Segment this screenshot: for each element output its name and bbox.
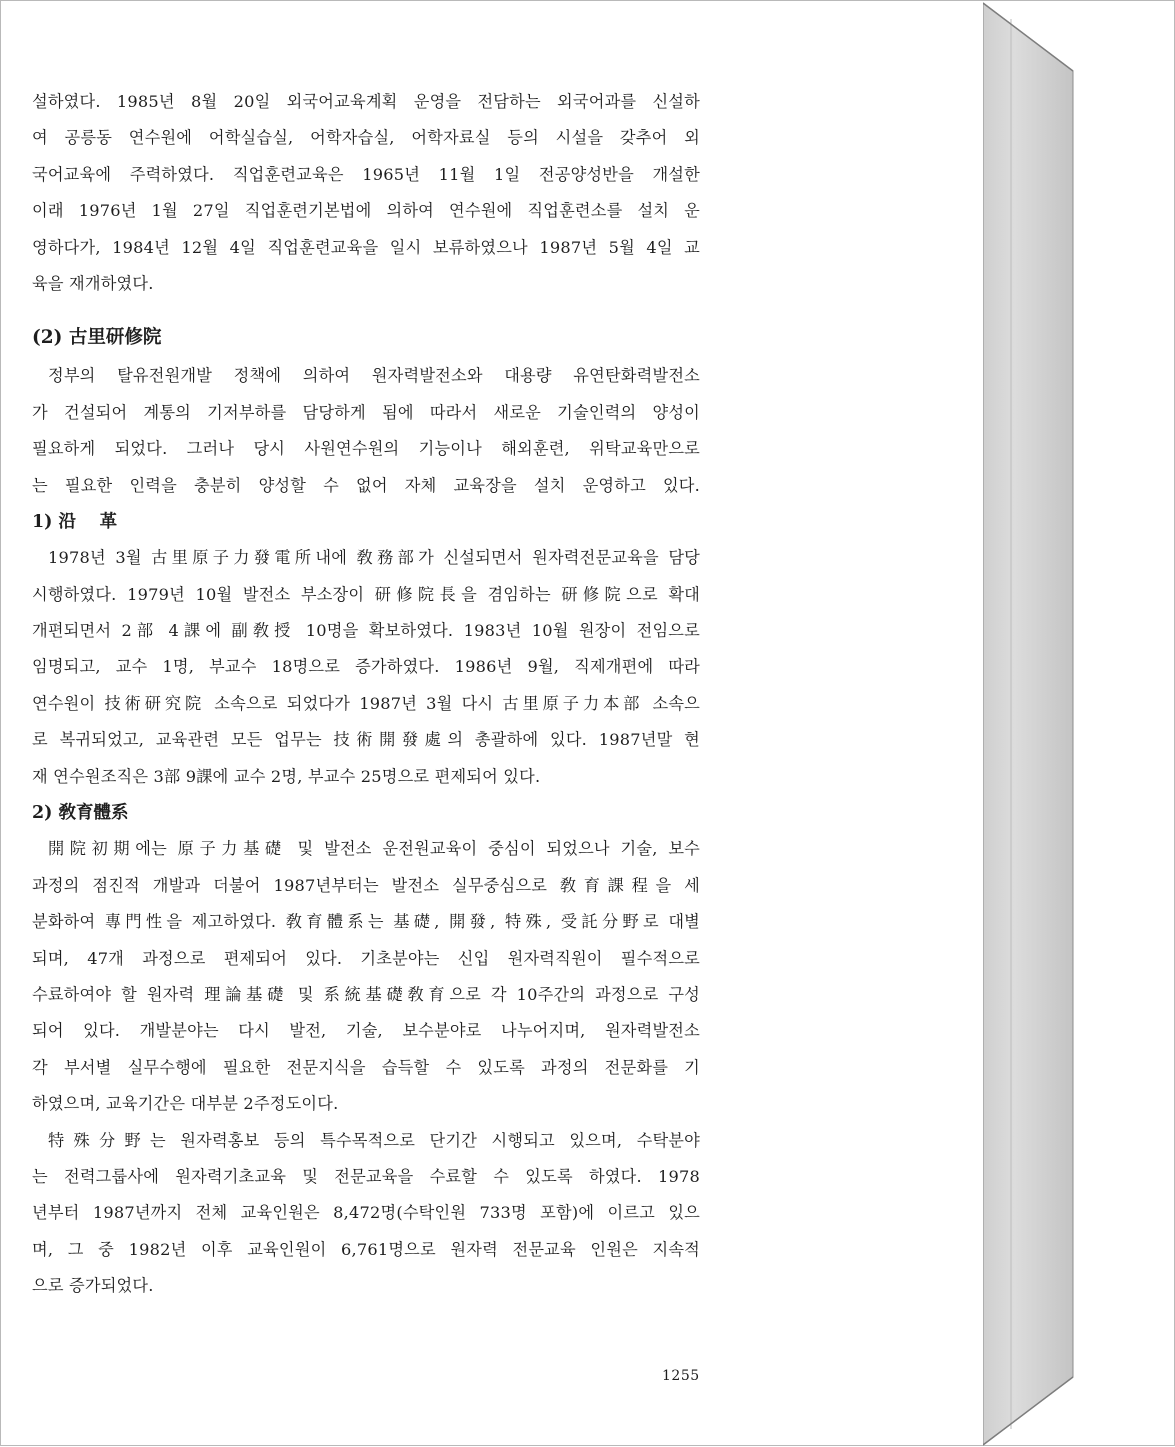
education-paragraph-2 xyxy=(32,1123,700,1305)
text-line: 년부터 1987년까지 전체 교육인원은 8,472명(수탁인원 733명 포함)에 이르고 있으 xyxy=(32,1203,700,1223)
text-line: 이래 1976년 1월 27일 직업훈련기본법에 의하여 연수원에 직업훈련소를 설치 운 xyxy=(32,201,700,221)
text-line: 과정의 점진적 개발과 더불어 1987년부터는 발전소 실무중심으로 敎育課程을 세 xyxy=(32,875,700,895)
history-paragraph xyxy=(32,540,700,795)
text-line: 재 연수원조직은 3部 9課에 교수 2명, 부교수 25명으로 편제되어 있다. xyxy=(32,766,541,786)
text-line: 特殊分野는 원자력홍보 등의 특수목적으로 단기간 시행되고 있으며, 수탁분야 xyxy=(48,1130,700,1150)
text-line: 으로 증가되었다. xyxy=(32,1276,154,1296)
text-line: 開院初期에는 原子力基礎 및 발전소 운전원교육이 중심이 되었으나 기술, 보수 xyxy=(48,839,700,859)
text-line: 시행하였다. 1979년 10월 발전소 부소장이 研修院長을 겸임하는 研修院으로 확대 xyxy=(32,584,700,604)
subsection-heading-education: 2) 敎育體系 xyxy=(32,803,129,824)
text-line: 가 건설되어 계통의 기저부하를 담당하게 됨에 따라서 새로운 기술인력의 양성이 xyxy=(32,402,700,422)
text-line: 육을 재개하였다. xyxy=(32,273,154,293)
text-line: 분화하여 專門性을 제고하였다. 敎育體系는 基礎, 開發, 特殊, 受託分野로 대별 xyxy=(32,912,700,932)
subsection-heading-history: 1) 沿 革 xyxy=(32,511,118,532)
text-line: 하였으며, 교육기간은 대부분 2주정도이다. xyxy=(32,1094,339,1114)
education-paragraph-1 xyxy=(32,831,700,1122)
text-line: 는 전력그룹사에 원자력기초교육 및 전문교육을 수료할 수 있도록 하였다. 1978 xyxy=(32,1166,700,1186)
text-line: 는 필요한 인력을 충분히 양성할 수 없어 자체 교육장을 설치 운영하고 있다. xyxy=(32,475,700,495)
text-line: 며, 그 중 1982년 이후 교육인원이 6,761명으로 원자력 전문교육 인원은 지속적 xyxy=(32,1239,700,1259)
book-edge xyxy=(983,1,1077,1447)
text-line: 임명되고, 교수 1명, 부교수 18명으로 증가하였다. 1986년 9월, 직제개편에 따라 xyxy=(32,657,700,677)
intro-paragraph xyxy=(32,84,700,302)
text-line: 국어교육에 주력하였다. 직업훈련교육은 1965년 11월 1일 전공양성반을 개설한 xyxy=(32,164,700,184)
text-line: 개편되면서 2部 4課에 副敎授 10명을 확보하였다. 1983년 10월 원장이 전임으로 xyxy=(32,621,700,641)
text-line: 수료하여야 할 원자력 理論基礎 및 系統基礎敎育으로 각 10주간의 과정으로 구성 xyxy=(32,984,700,1004)
text-line: 되어 있다. 개발분야는 다시 발전, 기술, 보수분야로 나누어지며, 원자력발전소 xyxy=(32,1021,700,1041)
text-line: 연수원이 技術研究院 소속으로 되었다가 1987년 3월 다시 古里原子力本部 소속으 xyxy=(32,693,700,713)
kori-paragraph xyxy=(32,358,700,504)
section-heading-kori: (2) 古里研修院 xyxy=(32,327,162,349)
text-line: 여 공릉동 연수원에 어학실습실, 어학자습실, 어학자료실 등의 시설을 갖추어 외 xyxy=(32,128,700,148)
text-line: 영하다가, 1984년 12월 4일 직업훈련교육을 일시 보류하였으나 1987년 5월 4일 교 xyxy=(32,237,700,257)
text-line: 각 부서별 실무수행에 필요한 전문지식을 습득할 수 있도록 과정의 전문화를 기 xyxy=(32,1057,700,1077)
text-line: 정부의 탈유전원개발 정책에 의하여 원자력발전소와 대용량 유연탄화력발전소 xyxy=(48,366,700,386)
page-content xyxy=(32,84,700,1305)
text-line: 필요하게 되었다. 그러나 당시 사원연수원의 기능이나 해외훈련, 위탁교육만으로 xyxy=(32,439,700,459)
book-page xyxy=(2,2,982,1444)
text-line: 로 복귀되었고, 교육관련 모든 업무는 技術開發處의 총괄하에 있다. 1987년말 현 xyxy=(32,730,700,750)
text-line: 설하였다. 1985년 8월 20일 외국어교육계획 운영을 전담하는 외국어과를 신설하 xyxy=(32,92,700,111)
text-line: 1978년 3월 古里原子力發電所내에 敎務部가 신설되면서 원자력전문교육을 담당 xyxy=(48,548,700,568)
text-line: 되며, 47개 과정으로 편제되어 있다. 기초분야는 신입 원자력직원이 필수적으로 xyxy=(32,948,700,968)
book-edge-shape xyxy=(983,1,1077,1447)
page-number: 1255 xyxy=(662,1368,700,1384)
